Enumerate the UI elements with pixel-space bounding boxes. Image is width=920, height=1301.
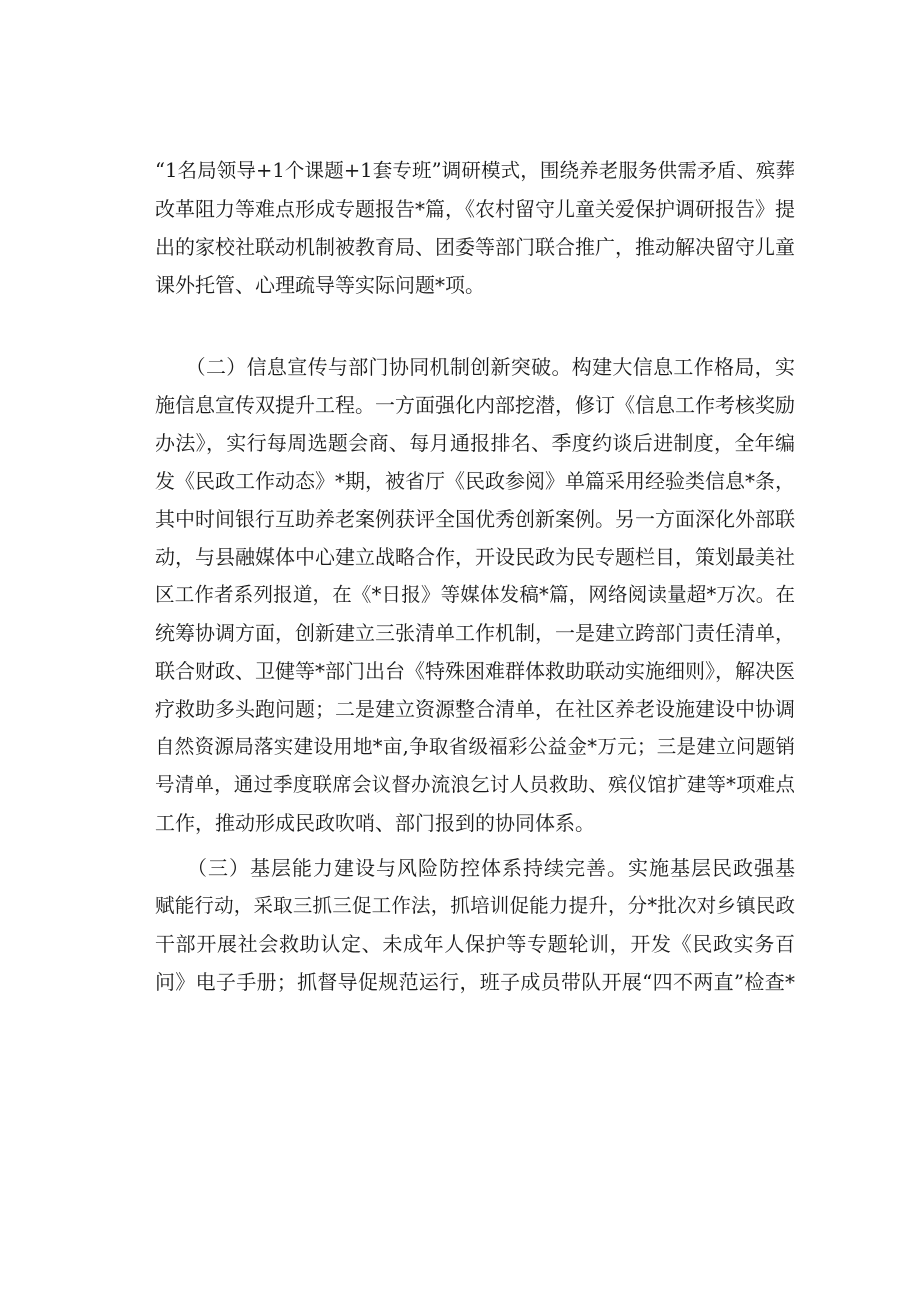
text-line: 干部开展社会救助认定、未成年人保护等专题轮训，开发《民政实务百	[155, 932, 795, 956]
text-line: 统筹协调方面，创新建立三张清单工作机制，一是建立跨部门责任清单，	[155, 621, 795, 645]
text-line: 出的家校社联动机制被教育局、团委等部门联合推广，推动解决留守儿童	[155, 235, 795, 259]
text-line: （三）基层能力建设与风险防控体系持续完善。实施基层民政强基	[155, 856, 795, 880]
text-line: 办法》，实行每周选题会商、每月通报排名、季度约谈后进制度，全年编	[155, 431, 795, 455]
text-line: 问》电子手册；抓督导促规范运行，班子成员带队开展“四不两直”检查*	[155, 970, 795, 994]
text-line: 动，与县融媒体中心建立战略合作，开设民政为民专题栏目，策划最美社	[155, 545, 795, 569]
paragraph-info-coordination	[155, 348, 795, 842]
text-line: “1名局领导+1个课题+1套专班”调研模式，围绕养老服务供需矛盾、殡葬	[155, 159, 795, 182]
text-line: 赋能行动，采取三抓三促工作法，抓培训促能力提升，分*批次对乡镇民政	[155, 894, 795, 917]
text-line: 课外托管、心理疏导等实际问题*项。	[155, 273, 485, 297]
text-line: 其中时间银行互助养老案例获评全国优秀创新案例。另一方面深化外部联	[155, 507, 795, 531]
text-line: （二）信息宣传与部门协同机制创新突破。构建大信息工作格局，实	[155, 355, 795, 379]
text-line: 号清单，通过季度联席会议督办流浪乞讨人员救助、殡仪馆扩建等*项难点	[155, 773, 795, 796]
text-line: 发《民政工作动态》*期，被省厅《民政参阅》单篇采用经验类信息*条，	[155, 469, 795, 493]
text-line: 工作，推动形成民政吹哨、部门报到的协同体系。	[155, 811, 595, 835]
text-line: 自然资源局落实建设用地*亩,争取省级福彩公益金*万元；三是建立问题销	[155, 735, 795, 758]
text-line: 施信息宣传双提升工程。一方面强化内部挖潜，修订《信息工作考核奖励	[155, 393, 795, 417]
text-line: 联合财政、卫健等*部门出台《特殊困难群体救助联动实施细则》，解决医	[155, 659, 795, 683]
paragraph-grassroots-capacity	[155, 849, 795, 1001]
text-line: 改革阻力等难点形成专题报告*篇，《农村留守儿童关爱保护调研报告》提	[155, 197, 795, 221]
text-line: 区工作者系列报道，在《*日报》等媒体发稿*篇，网络阅读量超*万次。在	[155, 583, 795, 606]
paragraph-research-mode	[155, 152, 795, 304]
text-line: 疗救助多头跑问题；二是建立资源整合清单，在社区养老设施建设中协调	[155, 697, 795, 721]
